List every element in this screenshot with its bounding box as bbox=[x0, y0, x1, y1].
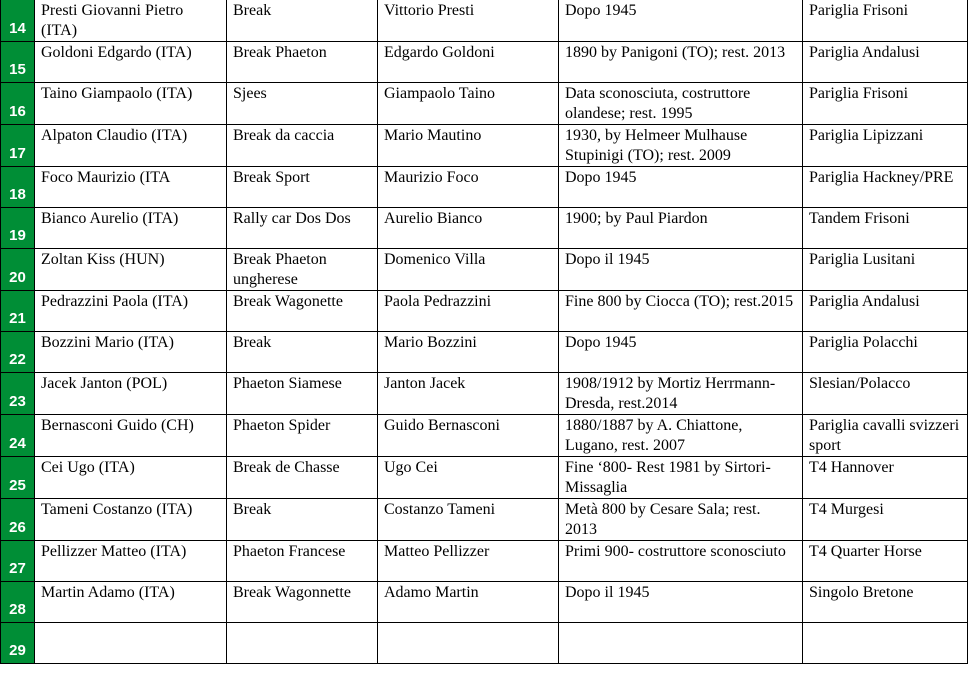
date-cell: 1908/1912 by Mortiz Herrmann- Dresda, rest.2014 bbox=[559, 373, 803, 415]
owner-cell: Aurelio Bianco bbox=[378, 208, 559, 249]
driver-cell: Cei Ugo (ITA) bbox=[35, 457, 227, 499]
table-row bbox=[1, 582, 968, 623]
row-number: 16 bbox=[1, 83, 35, 125]
driver-cell: Zoltan Kiss (HUN) bbox=[35, 249, 227, 291]
table-row bbox=[1, 83, 968, 125]
driver-cell: Bernasconi Guido (CH) bbox=[35, 415, 227, 457]
date-cell: Primi 900- costruttore sconosciuto bbox=[559, 541, 803, 582]
table-row bbox=[1, 623, 968, 664]
row-number: 25 bbox=[1, 457, 35, 499]
row-number: 15 bbox=[1, 42, 35, 83]
date-cell: Data sconosciuta, costruttore olandese; rest. 1995 bbox=[559, 83, 803, 125]
date-cell: Dopo il 1945 bbox=[559, 249, 803, 291]
entries-body bbox=[1, 0, 968, 664]
carriage-cell: Break Phaeton ungherese bbox=[227, 249, 378, 291]
team-cell: Singolo Bretone bbox=[803, 582, 968, 623]
row-number: 22 bbox=[1, 332, 35, 373]
owner-cell bbox=[378, 623, 559, 664]
owner-cell: Guido Bernasconi bbox=[378, 415, 559, 457]
table-row bbox=[1, 499, 968, 541]
table-row bbox=[1, 208, 968, 249]
table-row bbox=[1, 415, 968, 457]
date-cell: Dopo 1945 bbox=[559, 0, 803, 42]
row-number: 24 bbox=[1, 415, 35, 457]
table-row bbox=[1, 291, 968, 332]
owner-cell: Matteo Pellizzer bbox=[378, 541, 559, 582]
driver-cell bbox=[35, 623, 227, 664]
carriage-cell: Break de Chasse bbox=[227, 457, 378, 499]
carriage-cell: Rally car Dos Dos bbox=[227, 208, 378, 249]
date-cell: Dopo 1945 bbox=[559, 332, 803, 373]
date-cell: 1880/1887 by A. Chiattone, Lugano, rest. 2007 bbox=[559, 415, 803, 457]
row-number: 14 bbox=[1, 0, 35, 42]
team-cell: Pariglia Andalusi bbox=[803, 42, 968, 83]
row-number: 23 bbox=[1, 373, 35, 415]
driver-cell: Jacek Janton (POL) bbox=[35, 373, 227, 415]
team-cell: Pariglia cavalli svizzeri sport bbox=[803, 415, 968, 457]
carriage-cell: Phaeton Spider bbox=[227, 415, 378, 457]
team-cell: Pariglia Polacchi bbox=[803, 332, 968, 373]
owner-cell: Maurizio Foco bbox=[378, 167, 559, 208]
team-cell: Slesian/Polacco bbox=[803, 373, 968, 415]
driver-cell: Pedrazzini Paola (ITA) bbox=[35, 291, 227, 332]
date-cell bbox=[559, 623, 803, 664]
table-row bbox=[1, 0, 968, 42]
carriage-cell: Break Sport bbox=[227, 167, 378, 208]
row-number: 19 bbox=[1, 208, 35, 249]
team-cell: T4 Hannover bbox=[803, 457, 968, 499]
table-row bbox=[1, 332, 968, 373]
team-cell bbox=[803, 623, 968, 664]
carriage-cell: Break bbox=[227, 332, 378, 373]
row-number: 21 bbox=[1, 291, 35, 332]
team-cell: T4 Murgesi bbox=[803, 499, 968, 541]
team-cell: Pariglia Lusitani bbox=[803, 249, 968, 291]
team-cell: Pariglia Hackney/PRE bbox=[803, 167, 968, 208]
team-cell: Tandem Frisoni bbox=[803, 208, 968, 249]
owner-cell: Domenico Villa bbox=[378, 249, 559, 291]
driver-cell: Pellizzer Matteo (ITA) bbox=[35, 541, 227, 582]
owner-cell: Giampaolo Taino bbox=[378, 83, 559, 125]
carriage-cell: Break da caccia bbox=[227, 125, 378, 167]
owner-cell: Vittorio Presti bbox=[378, 0, 559, 42]
owner-cell: Costanzo Tameni bbox=[378, 499, 559, 541]
owner-cell: Paola Pedrazzini bbox=[378, 291, 559, 332]
driver-cell: Bianco Aurelio (ITA) bbox=[35, 208, 227, 249]
table-row bbox=[1, 167, 968, 208]
row-number: 28 bbox=[1, 582, 35, 623]
carriage-cell: Sjees bbox=[227, 83, 378, 125]
team-cell: Pariglia Frisoni bbox=[803, 0, 968, 42]
date-cell: Metà 800 by Cesare Sala; rest. 2013 bbox=[559, 499, 803, 541]
carriage-cell: Break bbox=[227, 0, 378, 42]
date-cell: 1900; by Paul Piardon bbox=[559, 208, 803, 249]
row-number: 17 bbox=[1, 125, 35, 167]
owner-cell: Janton Jacek bbox=[378, 373, 559, 415]
date-cell: Dopo il 1945 bbox=[559, 582, 803, 623]
carriage-cell: Phaeton Francese bbox=[227, 541, 378, 582]
row-number: 18 bbox=[1, 167, 35, 208]
date-cell: Dopo 1945 bbox=[559, 167, 803, 208]
driver-cell: Presti Giovanni Pietro (ITA) bbox=[35, 0, 227, 42]
date-cell: Fine 800 by Ciocca (TO); rest.2015 bbox=[559, 291, 803, 332]
team-cell: Pariglia Andalusi bbox=[803, 291, 968, 332]
row-number: 20 bbox=[1, 249, 35, 291]
carriage-cell: Phaeton Siamese bbox=[227, 373, 378, 415]
driver-cell: Bozzini Mario (ITA) bbox=[35, 332, 227, 373]
date-cell: 1930, by Helmeer Mulhause Stupinigi (TO); rest. 2009 bbox=[559, 125, 803, 167]
row-number: 29 bbox=[1, 623, 35, 664]
row-number: 27 bbox=[1, 541, 35, 582]
carriage-cell bbox=[227, 623, 378, 664]
owner-cell: Ugo Cei bbox=[378, 457, 559, 499]
owner-cell: Mario Bozzini bbox=[378, 332, 559, 373]
table-row bbox=[1, 125, 968, 167]
carriage-cell: Break Wagonnette bbox=[227, 582, 378, 623]
carriage-cell: Break Wagonette bbox=[227, 291, 378, 332]
team-cell: Pariglia Frisoni bbox=[803, 83, 968, 125]
driver-cell: Tameni Costanzo (ITA) bbox=[35, 499, 227, 541]
owner-cell: Edgardo Goldoni bbox=[378, 42, 559, 83]
date-cell: 1890 by Panigoni (TO); rest. 2013 bbox=[559, 42, 803, 83]
owner-cell: Mario Mautino bbox=[378, 125, 559, 167]
team-cell: T4 Quarter Horse bbox=[803, 541, 968, 582]
table-row bbox=[1, 42, 968, 83]
driver-cell: Martin Adamo (ITA) bbox=[35, 582, 227, 623]
driver-cell: Alpaton Claudio (ITA) bbox=[35, 125, 227, 167]
date-cell: Fine ‘800- Rest 1981 by Sirtori-Missaglia bbox=[559, 457, 803, 499]
driver-cell: Taino Giampaolo (ITA) bbox=[35, 83, 227, 125]
table-row bbox=[1, 541, 968, 582]
table-row bbox=[1, 373, 968, 415]
carriage-cell: Break bbox=[227, 499, 378, 541]
table-row bbox=[1, 457, 968, 499]
row-number: 26 bbox=[1, 499, 35, 541]
carriage-cell: Break Phaeton bbox=[227, 42, 378, 83]
team-cell: Pariglia Lipizzani bbox=[803, 125, 968, 167]
owner-cell: Adamo Martin bbox=[378, 582, 559, 623]
driver-cell: Foco Maurizio (ITA bbox=[35, 167, 227, 208]
driver-cell: Goldoni Edgardo (ITA) bbox=[35, 42, 227, 83]
table-row bbox=[1, 249, 968, 291]
